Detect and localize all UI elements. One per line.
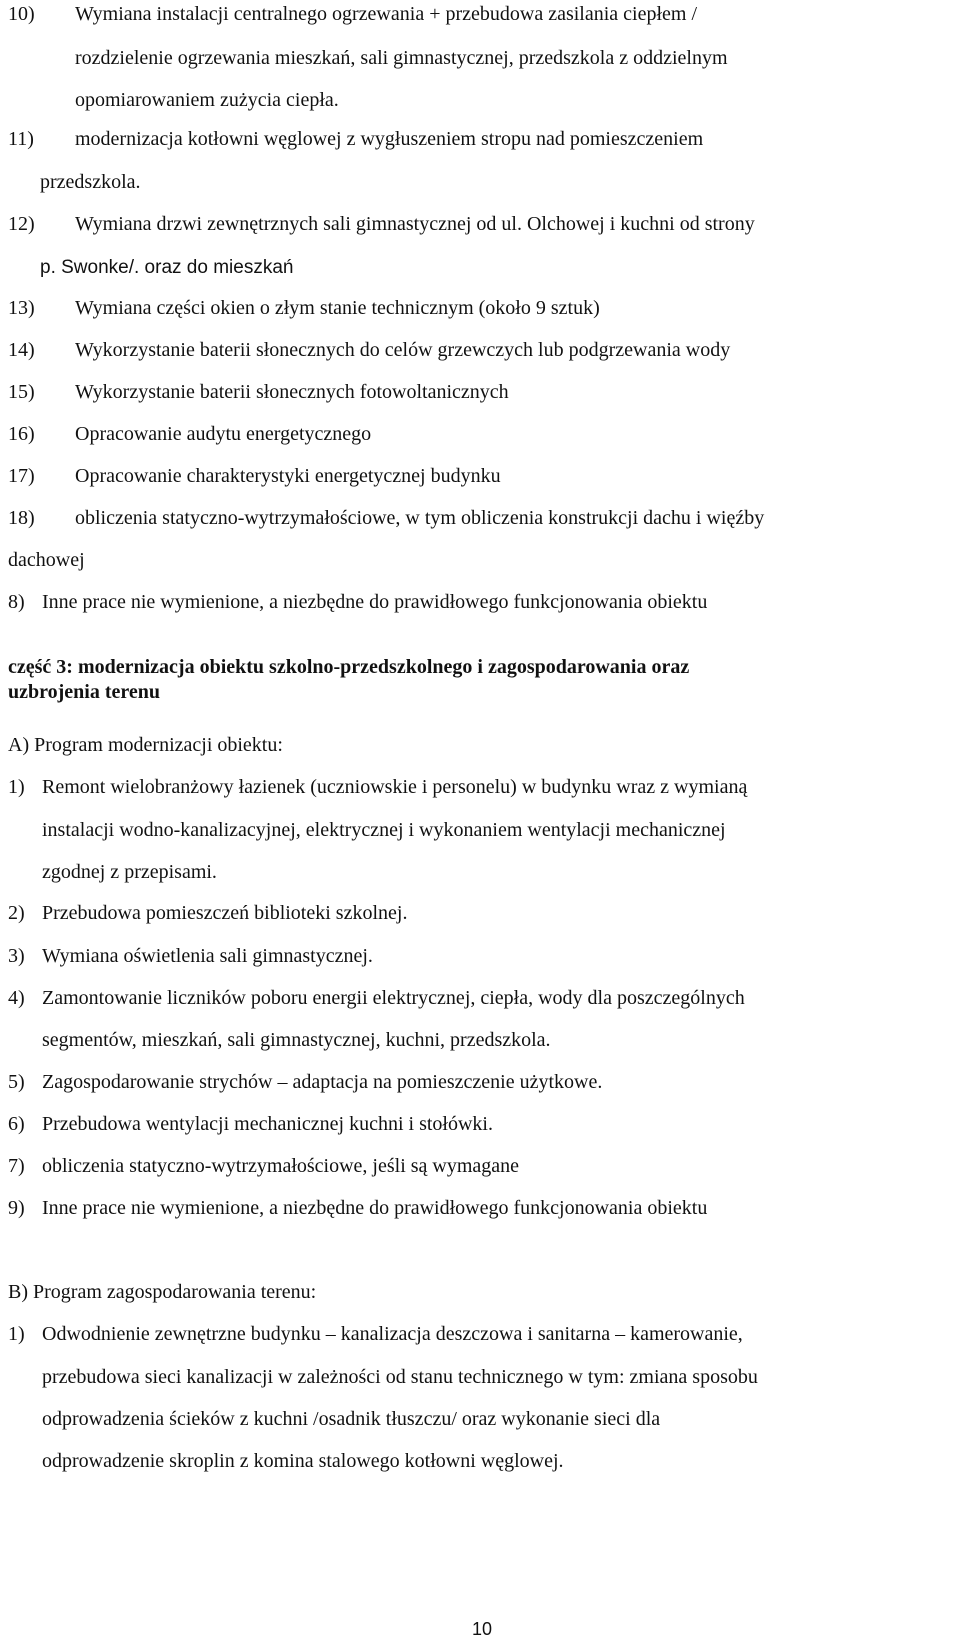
list-item-text: odprowadzenia ścieków z kuchni /osadnik tłuszczu/ oraz wykonanie sieci dla <box>42 1408 661 1430</box>
list-item-number: 8) <box>8 591 25 613</box>
list-item-text: Zamontowanie liczników poboru energii elektrycznej, ciepła, wody dla poszczególnych <box>42 987 745 1009</box>
list-item-number: 18) <box>8 507 35 529</box>
list-item-number: 5) <box>8 1071 25 1093</box>
list-item-text: odprowadzenie skroplin z komina stalowego kotłowni węglowej. <box>42 1450 564 1472</box>
list-item-text: Przebudowa pomieszczeń biblioteki szkolnej. <box>42 902 408 924</box>
list-item-text: Wymiana instalacji centralnego ogrzewania + przebudowa zasilania ciepłem / <box>75 3 698 25</box>
list-item-text: przebudowa sieci kanalizacji w zależności od stanu technicznego w tym: zmiana sposobu <box>42 1366 758 1388</box>
list-item-text: Opracowanie charakterystyki energetycznej budynku <box>75 465 501 487</box>
list-item-number: 13) <box>8 297 35 319</box>
section-heading-line: uzbrojenia terenu <box>8 681 161 703</box>
section-a-title: A) Program modernizacji obiektu: <box>8 734 283 756</box>
list-item-number: 3) <box>8 945 25 967</box>
list-item-text: p. Swonke/. oraz do mieszkań <box>40 257 294 278</box>
list-item-text: przedszkola. <box>40 171 141 193</box>
list-item-number: 15) <box>8 381 35 403</box>
list-item-text: Wymiana części okien o złym stanie technicznym (około 9 sztuk) <box>75 297 600 319</box>
list-item-number: 2) <box>8 902 25 924</box>
list-item-number: 11) <box>8 128 34 150</box>
list-item-number: 16) <box>8 423 35 445</box>
list-item-text: dachowej <box>8 549 85 571</box>
list-item-number: 12) <box>8 213 35 235</box>
list-item-text: Remont wielobranżowy łazienek (uczniowskie i personelu) w budynku wraz z wymianą <box>42 776 748 798</box>
list-item-text: segmentów, mieszkań, sali gimnastycznej, kuchni, przedszkola. <box>42 1029 551 1051</box>
list-item-text: Odwodnienie zewnętrzne budynku – kanalizacja deszczowa i sanitarna – kamerowanie, <box>42 1323 743 1345</box>
list-item-text: instalacji wodno-kanalizacyjnej, elektrycznej i wykonaniem wentylacji mechanicznej <box>42 819 726 841</box>
list-item-text: zgodnej z przepisami. <box>42 861 217 883</box>
list-item-number: 10) <box>8 3 35 25</box>
list-item-number: 14) <box>8 339 35 361</box>
list-item-text: Zagospodarowanie strychów – adaptacja na pomieszczenie użytkowe. <box>42 1071 603 1093</box>
page-number: 10 <box>472 1619 493 1639</box>
list-item-text: Wymiana oświetlenia sali gimnastycznej. <box>42 945 373 967</box>
list-item-number: 6) <box>8 1113 25 1135</box>
list-item-text: Przebudowa wentylacji mechanicznej kuchni i stołówki. <box>42 1113 493 1135</box>
section-heading-line: część 3: modernizacja obiektu szkolno-przedszkolnego i zagospodarowania oraz <box>8 656 690 678</box>
list-item-text: Inne prace nie wymienione, a niezbędne do prawidłowego funkcjonowania obiektu <box>42 591 708 613</box>
list-item-text: Wykorzystanie baterii słonecznych fotowoltanicznych <box>75 381 509 403</box>
list-item-number: 4) <box>8 987 25 1009</box>
list-item-text: Wykorzystanie baterii słonecznych do celów grzewczych lub podgrzewania wody <box>75 339 731 361</box>
list-item-number: 1) <box>8 776 25 798</box>
list-item-text: opomiarowaniem zużycia ciepła. <box>75 89 339 111</box>
list-item-text: obliczenia statyczno-wytrzymałościowe, jeśli są wymagane <box>42 1155 520 1177</box>
list-item-number: 7) <box>8 1155 25 1177</box>
list-item-text: Opracowanie audytu energetycznego <box>75 423 372 445</box>
list-item-number: 1) <box>8 1323 25 1345</box>
section-b-title: B) Program zagospodarowania terenu: <box>8 1281 317 1303</box>
list-item-text: obliczenia statyczno-wytrzymałościowe, w tym obliczenia konstrukcji dachu i więźby <box>75 507 765 529</box>
list-item-text: Wymiana drzwi zewnętrznych sali gimnastycznej od ul. Olchowej i kuchni od strony <box>75 213 755 235</box>
list-item-number: 9) <box>8 1197 25 1219</box>
list-item-text: Inne prace nie wymienione, a niezbędne do prawidłowego funkcjonowania obiektu <box>42 1197 708 1219</box>
list-item-text: rozdzielenie ogrzewania mieszkań, sali gimnastycznej, przedszkola z oddzielnym <box>75 47 728 69</box>
list-item-number: 17) <box>8 465 35 487</box>
list-item-text: modernizacja kotłowni węglowej z wygłuszeniem stropu nad pomieszczeniem <box>75 128 704 150</box>
